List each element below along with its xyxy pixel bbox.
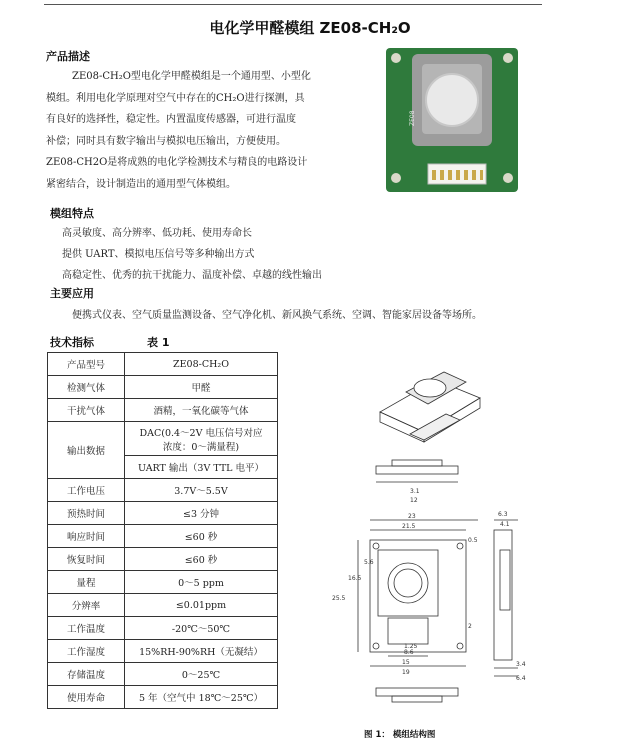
- desc-line-4: 补偿；同时具有数字输出与模拟电压输出，方便使用。: [46, 135, 286, 147]
- spec-value: -20℃～50℃: [125, 617, 278, 640]
- spec-key: 量程: [48, 571, 125, 594]
- table-row: [48, 617, 278, 640]
- spec-key: 产品型号: [48, 353, 125, 376]
- structure-drawing: [318, 350, 530, 725]
- spec-value: ≤0.01ppm: [125, 594, 278, 617]
- table-row: [48, 502, 278, 525]
- svg-text:15: 15: [402, 659, 410, 666]
- desc-line-6: 紧密结合，设计制造出的通用型气体模组。: [46, 178, 236, 190]
- spec-value: 0～25℃: [125, 663, 278, 686]
- spec-value: 0～5 ppm: [125, 571, 278, 594]
- spec-key: 存储温度: [48, 663, 125, 686]
- output-dac-line-2: 浓度：0～满量程): [162, 441, 240, 453]
- spec-key: 工作温度: [48, 617, 125, 640]
- svg-text:25.5: 25.5: [332, 595, 346, 602]
- svg-text:16.5: 16.5: [348, 575, 362, 582]
- table-row: [48, 479, 278, 502]
- svg-text:6.3: 6.3: [498, 511, 508, 518]
- apps-heading: 主要应用: [50, 287, 94, 300]
- table-row: [48, 525, 278, 548]
- spec-value: 甲醛: [125, 376, 278, 399]
- output-dac-line-1: DAC(0.4～2V 电压信号对应: [139, 427, 263, 439]
- svg-text:1.25: 1.25: [404, 643, 418, 650]
- bottom-view: [376, 688, 458, 702]
- module-photo: [384, 46, 520, 194]
- desc-line-3: 有良好的选择性，稳定性。内置温度传感器，可进行温度: [46, 114, 296, 125]
- table-row: [48, 594, 278, 617]
- svg-text:23: 23: [408, 513, 416, 520]
- apps-text: 便携式仪表、空气质量监测设备、空气净化机、新风换气系统、空调、智能家居设备等场所。: [72, 310, 482, 321]
- spec-value: 5 年（空气中 18℃～25℃）: [125, 686, 278, 709]
- spec-key: 输出数据: [48, 422, 125, 479]
- desc-line-5: ZE08-CH2O是将成熟的电化学检测技术与精良的电路设计: [46, 157, 308, 168]
- spec-key: 干扰气体: [48, 399, 125, 422]
- spec-value: 15%RH-90%RH（无凝结）: [125, 640, 278, 663]
- front-view: [358, 520, 478, 666]
- spec-value: ≤60 秒: [125, 548, 278, 571]
- spec-value: ≤60 秒: [125, 525, 278, 548]
- page-title: 电化学甲醛模组 ZE08-CH₂O: [209, 19, 411, 37]
- spec-value: 酒精，一氧化碳等气体: [125, 399, 278, 422]
- feature-item: 高稳定性、优秀的抗干扰能力、温度补偿、卓越的线性输出: [62, 270, 322, 281]
- spec-value: 3.7V～5.5V: [125, 479, 278, 502]
- spec-key: 工作电压: [48, 479, 125, 502]
- dimension-labels: [332, 488, 526, 682]
- desc-heading: 产品描述: [46, 50, 90, 63]
- table-row: [48, 686, 278, 709]
- spec-key: 响应时间: [48, 525, 125, 548]
- svg-text:6.4: 6.4: [516, 675, 526, 682]
- svg-text:19: 19: [402, 669, 410, 676]
- table-row: [48, 353, 278, 376]
- spec-key: 预热时间: [48, 502, 125, 525]
- svg-text:3.1: 3.1: [410, 488, 420, 495]
- svg-text:3.4: 3.4: [516, 661, 526, 668]
- spec-key: 分辨率: [48, 594, 125, 617]
- spec-value: [125, 422, 278, 456]
- spec-value: ≤3 分钟: [125, 502, 278, 525]
- spec-key: 工作湿度: [48, 640, 125, 663]
- desc-line-2: 模组。利用电化学原理对空气中存在的CH₂O进行探测，具: [46, 92, 305, 104]
- spec-table: [47, 352, 278, 709]
- spec-value: ZE08-CH₂O: [125, 353, 278, 376]
- figure-caption: 图 1： 模组结构图: [364, 730, 436, 740]
- table-row: [48, 571, 278, 594]
- spec-key: 恢复时间: [48, 548, 125, 571]
- svg-text:ZE08: ZE08: [409, 110, 416, 126]
- feature-item: 提供 UART、模拟电压信号等多种输出方式: [62, 249, 255, 260]
- table-row: [48, 422, 278, 456]
- table-row: [48, 548, 278, 571]
- table-row: [48, 640, 278, 663]
- features-heading: 模组特点: [50, 207, 94, 220]
- side-view-top: [376, 460, 458, 482]
- mount-hole: [391, 173, 401, 183]
- svg-text:4.1: 4.1: [500, 521, 510, 528]
- svg-text:0.5: 0.5: [468, 537, 478, 544]
- spec-value: UART 输出（3V TTL 电平）: [125, 456, 278, 479]
- svg-text:8.6: 8.6: [404, 649, 414, 656]
- table-row: [48, 663, 278, 686]
- table-label: 表 1: [147, 336, 170, 349]
- spec-heading: 技术指标: [50, 336, 94, 349]
- mount-hole: [391, 53, 401, 63]
- svg-text:21.5: 21.5: [402, 523, 416, 530]
- mount-hole: [503, 53, 513, 63]
- spec-key: 使用寿命: [48, 686, 125, 709]
- iso-view: [380, 372, 480, 442]
- table-row: [48, 399, 278, 422]
- svg-text:12: 12: [410, 497, 418, 504]
- feature-item: 高灵敏度、高分辨率、低功耗、使用寿命长: [62, 228, 252, 239]
- header-rule: [44, 4, 542, 5]
- spec-key: 检测气体: [48, 376, 125, 399]
- svg-text:5.6: 5.6: [364, 559, 374, 566]
- side-view: [494, 520, 518, 676]
- table-row: [48, 376, 278, 399]
- sensor-membrane: [426, 74, 478, 126]
- desc-line-1: ZE08-CH₂O型电化学甲醛模组是一个通用型、小型化: [72, 71, 311, 82]
- svg-text:2: 2: [468, 623, 472, 630]
- mount-hole: [503, 173, 513, 183]
